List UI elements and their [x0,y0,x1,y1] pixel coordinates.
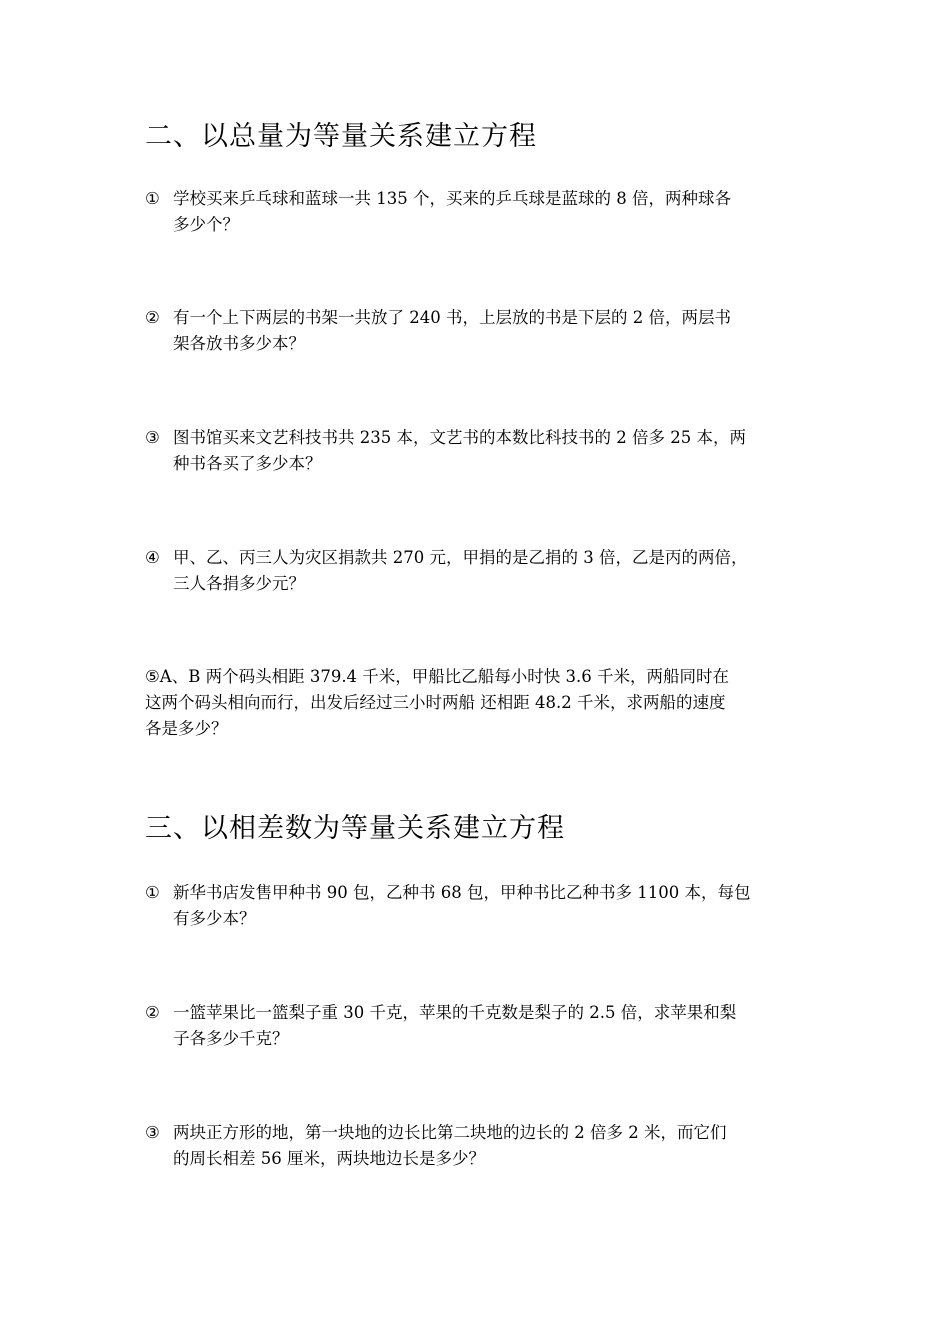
question-text-line: 各是多少？ [145,719,228,738]
question-text-line: 新华书店发售甲种书 90 包，乙种书 68 包，甲种书比乙种书多 1100 本，每包 [173,883,751,902]
question-number: ③ [145,428,160,447]
question-text-line: 多少个？ [173,215,239,234]
question-text-line: 的周长相差 56 厘米，两块地边长是多少？ [173,1149,485,1168]
question-text-line: ⑤A、B 两个码头相距 379.4 千米，甲船比乙船每小时快 3.6 千米，两船同时在 [145,667,730,686]
question-2-5 [145,664,810,742]
question-3-3 [145,1120,810,1172]
question-text-line: 两块正方形的地，第一块地的边长比第二块地的边长的 2 倍多 2 米，而它们 [173,1123,727,1142]
section-3-heading: 三、以相差数为等量关系建立方程 [145,813,565,844]
question-number: ③ [145,1123,160,1142]
question-2-2 [145,305,810,357]
question-3-2 [145,1000,810,1052]
question-2-1 [145,186,810,238]
question-number: ① [145,189,160,208]
question-text-line: 架各放书多少本？ [173,334,305,353]
question-number: ① [145,883,160,902]
question-text-line: 甲、乙、丙三人为灾区捐款共 270 元，甲捐的是乙捐的 3 倍，乙是丙的两倍， [173,548,748,567]
question-2-3 [145,425,810,477]
question-number: ② [145,1003,160,1022]
question-text-line: 有一个上下两层的书架一共放了 240 书，上层放的书是下层的 2 倍，两层书 [173,308,731,327]
section-2-heading: 二、以总量为等量关系建立方程 [145,121,537,152]
question-text-line: 学校买来乒乓球和蓝球一共 135 个，买来的乒乓球是蓝球的 8 倍，两种球各 [173,189,731,208]
question-text-line: 这两个码头相向而行，出发后经过三小时两船 还相距 48.2 千米，求两船的速度 [145,693,726,712]
question-text-line: 一篮苹果比一篮梨子重 30 千克，苹果的千克数是梨子的 2.5 倍，求苹果和梨 [173,1003,737,1022]
question-3-1 [145,880,810,932]
question-number: ② [145,308,160,327]
question-number: ④ [145,548,160,567]
question-text-line: 种书各买了多少本？ [173,454,322,473]
question-text-line: 子各多少千克？ [173,1029,289,1048]
question-text-line: 图书馆买来文艺科技书共 235 本，文艺书的本数比科技书的 2 倍多 25 本，两 [173,428,746,447]
question-text-line: 三人各捐多少元？ [173,574,305,593]
question-text-line: 有多少本？ [173,909,256,928]
question-2-4 [145,545,810,597]
